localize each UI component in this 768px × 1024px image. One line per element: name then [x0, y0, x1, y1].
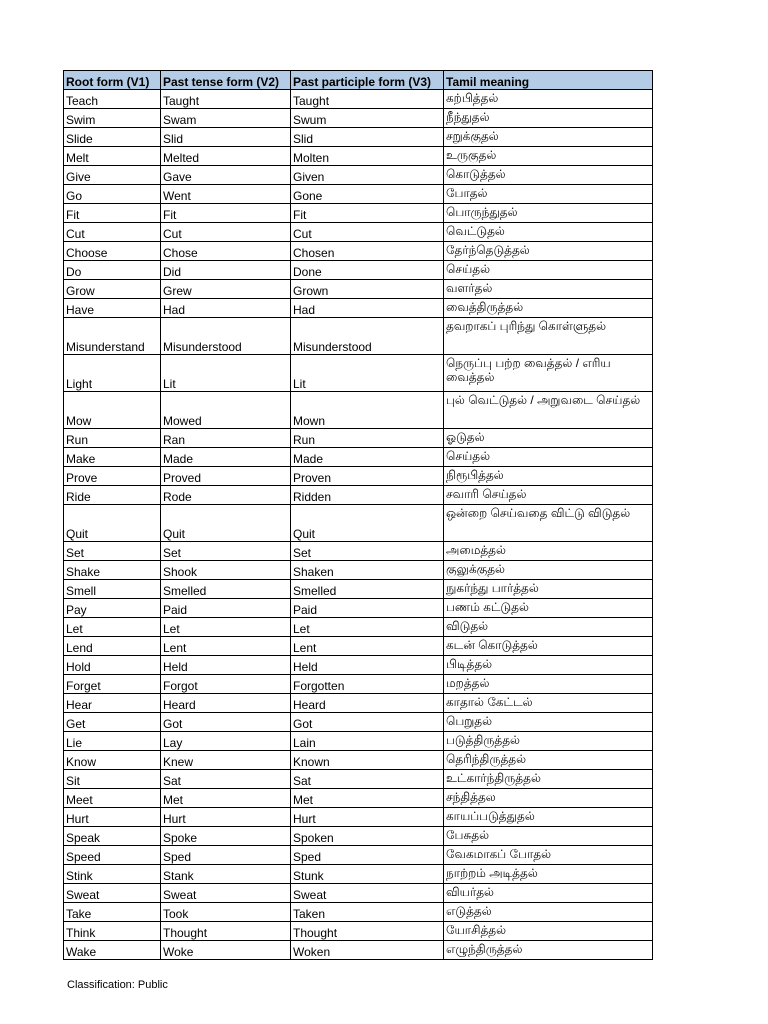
cell-tamil-meaning: நாற்றம் அடித்தல் — [444, 865, 653, 884]
cell-past-tense: Gave — [161, 166, 291, 185]
table-row — [64, 751, 653, 770]
cell-past-participle: Sped — [291, 846, 444, 865]
table-row — [64, 486, 653, 505]
cell-root-form: Pay — [64, 599, 161, 618]
cell-tamil-meaning: வியர்தல் — [444, 884, 653, 903]
table-row — [64, 618, 653, 637]
cell-root-form: Meet — [64, 789, 161, 808]
cell-root-form: Hear — [64, 694, 161, 713]
table-row — [64, 448, 653, 467]
cell-past-tense: Cut — [161, 223, 291, 242]
cell-past-participle: Swum — [291, 109, 444, 128]
cell-past-participle: Done — [291, 261, 444, 280]
cell-past-participle: Run — [291, 429, 444, 448]
cell-past-tense: Paid — [161, 599, 291, 618]
cell-root-form: Swim — [64, 109, 161, 128]
cell-past-tense: Lent — [161, 637, 291, 656]
cell-past-participle: Misunderstood — [291, 318, 444, 355]
cell-tamil-meaning: வைத்திருத்தல் — [444, 299, 653, 318]
table-row — [64, 505, 653, 542]
cell-past-tense: Quit — [161, 505, 291, 542]
cell-root-form: Make — [64, 448, 161, 467]
cell-root-form: Speed — [64, 846, 161, 865]
cell-tamil-meaning: மறத்தல் — [444, 675, 653, 694]
cell-tamil-meaning: யோசித்தல் — [444, 922, 653, 941]
cell-root-form: Give — [64, 166, 161, 185]
cell-tamil-meaning: குலுக்குதல் — [444, 561, 653, 580]
table-row — [64, 90, 653, 109]
cell-past-tense: Ran — [161, 429, 291, 448]
cell-root-form: Lend — [64, 637, 161, 656]
cell-root-form: Light — [64, 355, 161, 392]
cell-past-tense: Got — [161, 713, 291, 732]
cell-root-form: Take — [64, 903, 161, 922]
verb-forms-table — [63, 70, 653, 960]
cell-past-participle: Lit — [291, 355, 444, 392]
cell-past-tense: Sped — [161, 846, 291, 865]
classification-footer: Classification: Public — [67, 979, 168, 991]
cell-past-tense: Let — [161, 618, 291, 637]
table-row — [64, 223, 653, 242]
cell-tamil-meaning: தெரிந்திருத்தல் — [444, 751, 653, 770]
cell-tamil-meaning: கடன் கொடுத்தல் — [444, 637, 653, 656]
cell-tamil-meaning: கொடுத்தல் — [444, 166, 653, 185]
cell-tamil-meaning: கற்பித்தல் — [444, 90, 653, 109]
cell-root-form: Cut — [64, 223, 161, 242]
cell-root-form: Quit — [64, 505, 161, 542]
cell-root-form: Hurt — [64, 808, 161, 827]
cell-tamil-meaning: படுத்திருத்தல் — [444, 732, 653, 751]
cell-past-participle: Sat — [291, 770, 444, 789]
cell-past-tense: Heard — [161, 694, 291, 713]
cell-past-participle: Stunk — [291, 865, 444, 884]
cell-past-participle: Had — [291, 299, 444, 318]
table-row — [64, 242, 653, 261]
cell-past-tense: Hurt — [161, 808, 291, 827]
cell-root-form: Wake — [64, 941, 161, 960]
table-row — [64, 542, 653, 561]
cell-past-tense: Chose — [161, 242, 291, 261]
cell-tamil-meaning: தவறாகப் புரிந்து கொள்ளுதல் — [444, 318, 653, 355]
cell-tamil-meaning: காதால் கேட்டல் — [444, 694, 653, 713]
cell-tamil-meaning: நெருப்பு பற்ற வைத்தல் / எரிய வைத்தல் — [444, 355, 653, 392]
cell-past-tense: Proved — [161, 467, 291, 486]
cell-past-participle: Known — [291, 751, 444, 770]
cell-tamil-meaning: வேகமாகப் போதல் — [444, 846, 653, 865]
cell-past-participle: Heard — [291, 694, 444, 713]
cell-past-participle: Paid — [291, 599, 444, 618]
cell-past-tense: Knew — [161, 751, 291, 770]
cell-tamil-meaning: பிடித்தல் — [444, 656, 653, 675]
table-row — [64, 846, 653, 865]
cell-past-tense: Swam — [161, 109, 291, 128]
cell-root-form: Let — [64, 618, 161, 637]
table-row — [64, 865, 653, 884]
cell-past-participle: Got — [291, 713, 444, 732]
cell-root-form: Hold — [64, 656, 161, 675]
table-row — [64, 789, 653, 808]
header-tamil-meaning: Tamil meaning — [444, 71, 653, 90]
header-past-participle-form: Past participle form (V3) — [291, 71, 444, 90]
table-body — [64, 90, 653, 960]
table-row — [64, 261, 653, 280]
table-row — [64, 355, 653, 392]
table-row — [64, 675, 653, 694]
cell-root-form: Forget — [64, 675, 161, 694]
cell-past-tense: Taught — [161, 90, 291, 109]
cell-past-participle: Lent — [291, 637, 444, 656]
cell-root-form: Do — [64, 261, 161, 280]
cell-tamil-meaning: தேர்ந்தெடுத்தல் — [444, 242, 653, 261]
cell-past-tense: Forgot — [161, 675, 291, 694]
cell-past-participle: Gone — [291, 185, 444, 204]
cell-past-tense: Spoke — [161, 827, 291, 846]
cell-past-tense: Lay — [161, 732, 291, 751]
table-header-row — [64, 71, 653, 90]
cell-past-tense: Slid — [161, 128, 291, 147]
cell-past-participle: Cut — [291, 223, 444, 242]
table-row — [64, 827, 653, 846]
table-row — [64, 280, 653, 299]
cell-past-participle: Set — [291, 542, 444, 561]
table-row — [64, 922, 653, 941]
cell-past-participle: Mown — [291, 392, 444, 429]
table-row — [64, 580, 653, 599]
table-row — [64, 204, 653, 223]
table-row — [64, 166, 653, 185]
cell-tamil-meaning: செய்தல் — [444, 261, 653, 280]
cell-tamil-meaning: நிரூபித்தல் — [444, 467, 653, 486]
header-root-form: Root form (V1) — [64, 71, 161, 90]
cell-tamil-meaning: சறுக்குதல் — [444, 128, 653, 147]
cell-tamil-meaning: எழுந்திருத்தல் — [444, 941, 653, 960]
table-row — [64, 318, 653, 355]
cell-past-tense: Sweat — [161, 884, 291, 903]
cell-tamil-meaning: நீந்துதல் — [444, 109, 653, 128]
cell-past-tense: Lit — [161, 355, 291, 392]
cell-past-participle: Smelled — [291, 580, 444, 599]
cell-root-form: Shake — [64, 561, 161, 580]
cell-tamil-meaning: ஒன்றை செய்வதை விட்டு விடுதல் — [444, 505, 653, 542]
cell-tamil-meaning: பெறுதல் — [444, 713, 653, 732]
cell-tamil-meaning: சந்தித்தல — [444, 789, 653, 808]
cell-past-tense: Melted — [161, 147, 291, 166]
cell-root-form: Speak — [64, 827, 161, 846]
cell-past-tense: Mowed — [161, 392, 291, 429]
cell-root-form: Grow — [64, 280, 161, 299]
cell-tamil-meaning: எடுத்தல் — [444, 903, 653, 922]
cell-tamil-meaning: பேசுதல் — [444, 827, 653, 846]
cell-past-participle: Ridden — [291, 486, 444, 505]
cell-tamil-meaning: போதல் — [444, 185, 653, 204]
table-row — [64, 770, 653, 789]
cell-tamil-meaning: அமைத்தல் — [444, 542, 653, 561]
cell-tamil-meaning: பொருந்துதல் — [444, 204, 653, 223]
cell-past-tense: Had — [161, 299, 291, 318]
table-row — [64, 467, 653, 486]
cell-past-tense: Made — [161, 448, 291, 467]
cell-past-participle: Quit — [291, 505, 444, 542]
cell-root-form: Mow — [64, 392, 161, 429]
cell-past-tense: Thought — [161, 922, 291, 941]
cell-past-tense: Stank — [161, 865, 291, 884]
cell-past-participle: Met — [291, 789, 444, 808]
cell-past-tense: Met — [161, 789, 291, 808]
table-row — [64, 429, 653, 448]
cell-tamil-meaning: காயப்படுத்துதல் — [444, 808, 653, 827]
cell-past-tense: Held — [161, 656, 291, 675]
table-row — [64, 637, 653, 656]
cell-past-participle: Slid — [291, 128, 444, 147]
cell-root-form: Melt — [64, 147, 161, 166]
cell-past-participle: Proven — [291, 467, 444, 486]
cell-root-form: Fit — [64, 204, 161, 223]
table-row — [64, 392, 653, 429]
cell-root-form: Get — [64, 713, 161, 732]
table-row — [64, 109, 653, 128]
cell-past-tense: Smelled — [161, 580, 291, 599]
cell-tamil-meaning: உட்கார்ந்திருத்தல் — [444, 770, 653, 789]
header-past-tense-form: Past tense form (V2) — [161, 71, 291, 90]
cell-past-participle: Woken — [291, 941, 444, 960]
table-row — [64, 713, 653, 732]
cell-past-participle: Lain — [291, 732, 444, 751]
cell-root-form: Prove — [64, 467, 161, 486]
table-row — [64, 884, 653, 903]
cell-tamil-meaning: உருகுதல் — [444, 147, 653, 166]
cell-past-tense: Rode — [161, 486, 291, 505]
cell-root-form: Set — [64, 542, 161, 561]
cell-root-form: Sweat — [64, 884, 161, 903]
cell-tamil-meaning: நுகர்ந்து பார்த்தல் — [444, 580, 653, 599]
cell-root-form: Lie — [64, 732, 161, 751]
cell-tamil-meaning: வெட்டுதல் — [444, 223, 653, 242]
cell-past-participle: Taken — [291, 903, 444, 922]
cell-tamil-meaning: விடுதல் — [444, 618, 653, 637]
table-row — [64, 561, 653, 580]
cell-past-tense: Sat — [161, 770, 291, 789]
table-row — [64, 128, 653, 147]
cell-tamil-meaning: சவாரி செய்தல் — [444, 486, 653, 505]
cell-tamil-meaning: வளர்தல் — [444, 280, 653, 299]
cell-root-form: Go — [64, 185, 161, 204]
cell-past-participle: Molten — [291, 147, 444, 166]
cell-past-tense: Took — [161, 903, 291, 922]
table-row — [64, 694, 653, 713]
table-row — [64, 903, 653, 922]
cell-past-participle: Held — [291, 656, 444, 675]
table-row — [64, 599, 653, 618]
cell-past-participle: Hurt — [291, 808, 444, 827]
cell-root-form: Choose — [64, 242, 161, 261]
table-row — [64, 941, 653, 960]
cell-past-participle: Spoken — [291, 827, 444, 846]
table-row — [64, 185, 653, 204]
cell-root-form: Misunderstand — [64, 318, 161, 355]
cell-past-tense: Went — [161, 185, 291, 204]
cell-past-participle: Let — [291, 618, 444, 637]
cell-root-form: Have — [64, 299, 161, 318]
cell-past-tense: Set — [161, 542, 291, 561]
cell-root-form: Smell — [64, 580, 161, 599]
table-row — [64, 808, 653, 827]
cell-past-tense: Shook — [161, 561, 291, 580]
table-row — [64, 299, 653, 318]
cell-past-tense: Fit — [161, 204, 291, 223]
cell-past-tense: Did — [161, 261, 291, 280]
cell-past-participle: Given — [291, 166, 444, 185]
cell-past-tense: Woke — [161, 941, 291, 960]
cell-root-form: Sit — [64, 770, 161, 789]
cell-past-participle: Sweat — [291, 884, 444, 903]
cell-past-participle: Fit — [291, 204, 444, 223]
cell-past-participle: Made — [291, 448, 444, 467]
cell-root-form: Know — [64, 751, 161, 770]
cell-root-form: Think — [64, 922, 161, 941]
table-row — [64, 732, 653, 751]
cell-tamil-meaning: ஓடுதல் — [444, 429, 653, 448]
cell-root-form: Stink — [64, 865, 161, 884]
cell-root-form: Slide — [64, 128, 161, 147]
cell-past-participle: Grown — [291, 280, 444, 299]
table-row — [64, 147, 653, 166]
table-row — [64, 656, 653, 675]
cell-past-tense: Grew — [161, 280, 291, 299]
cell-tamil-meaning: பணம் கட்டுதல் — [444, 599, 653, 618]
cell-past-participle: Taught — [291, 90, 444, 109]
cell-past-participle: Forgotten — [291, 675, 444, 694]
cell-tamil-meaning: புல் வெட்டுதல் / அறுவடை செய்தல் — [444, 392, 653, 429]
cell-past-tense: Misunderstood — [161, 318, 291, 355]
cell-past-participle: Thought — [291, 922, 444, 941]
cell-root-form: Teach — [64, 90, 161, 109]
cell-tamil-meaning: செய்தல் — [444, 448, 653, 467]
cell-past-participle: Chosen — [291, 242, 444, 261]
cell-past-participle: Shaken — [291, 561, 444, 580]
cell-root-form: Run — [64, 429, 161, 448]
cell-root-form: Ride — [64, 486, 161, 505]
